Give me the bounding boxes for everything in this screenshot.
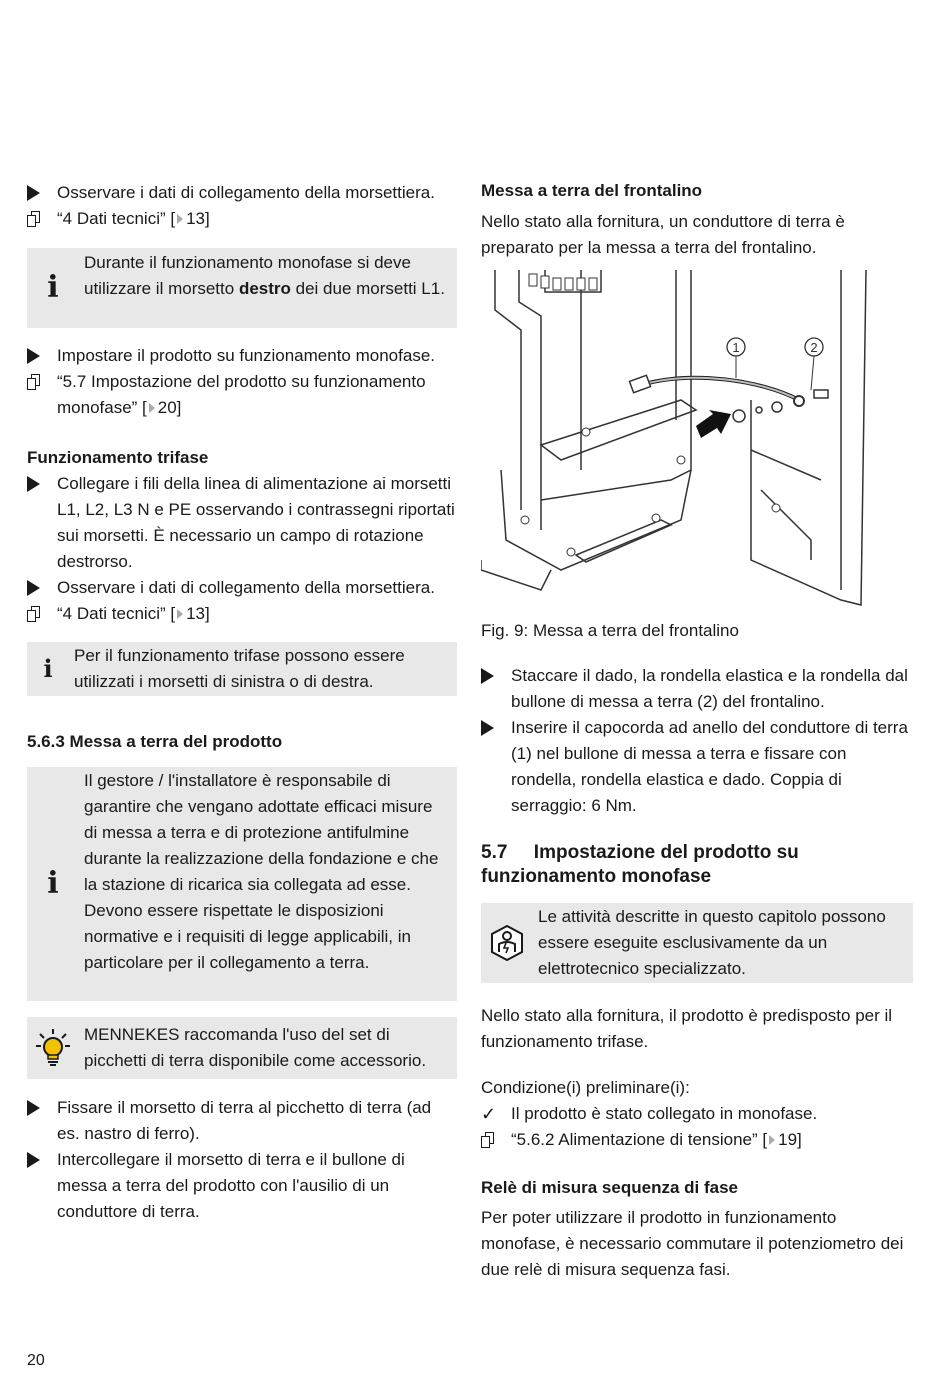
step-text: Impostare il prodotto su funzionamento monofase. [57,346,435,365]
info-icon: i [47,270,59,305]
info-icon: i [43,654,53,683]
section-heading-grounding: 5.6.3 Messa a terra del prodotto [27,732,283,751]
note-text: Durante il funzionamento monofase si deve utilizzare il morsetto destro dei due morsetti L1. [84,253,445,298]
reference-icon [27,206,51,232]
step-text: Fissare il morsetto di terra al picchetto di terra (ad es. nastro di ferro). [57,1098,432,1143]
intro-text-2: Nello stato alla fornitura, il prodotto è predisposto per il funzionamento trifase. [481,1006,893,1051]
grounding-illustration [481,270,881,615]
step-check-terminal-data [27,180,457,206]
tip-box [27,1017,457,1079]
reference-icon [27,601,51,627]
arrow-icon [696,410,731,438]
cross-reference-link[interactable]: “5.6.2 Alimentazione di tensione” [ 19] [511,1130,802,1149]
reference-icon [481,1127,505,1153]
reference-icon [27,369,51,395]
warning-box-electrician [481,903,913,983]
tip-text: MENNEKES raccomanda l'uso del set di picchetti di terra disponibile come accessorio. [84,1025,427,1070]
step-text: Osservare i dati di collegamento della morsettiera. [57,183,435,202]
step-set-single-phase [27,343,457,369]
step-text: Intercollegare il morsetto di terra e il bullone di messa a terra del prodotto con l'ausilio di un conduttore di terra. [57,1150,405,1221]
step-insert-ring-terminal [481,715,913,819]
page-pointer-icon [177,609,183,619]
triangle-bullet-icon [27,1147,51,1173]
right-column [481,178,913,261]
info-note-single-phase [27,248,457,328]
prerequisite-item [481,1101,913,1127]
step-text: Inserire il capocorda ad anello del conduttore di terra (1) nel bullone di messa a terra e fissare con rondella, rondella elastica e dado. Coppia di serraggio: 6 Nm. [511,718,908,815]
prerequisite-label: Condizione(i) preliminare(i): [481,1078,690,1097]
cross-reference[interactable] [27,601,457,627]
step-check-terminal-data [27,575,457,601]
cross-reference[interactable] [27,206,457,232]
checkmark-icon: ✓ [481,1104,497,1124]
cross-reference-link[interactable]: “4 Dati tecnici” [ 13] [57,209,210,228]
note-text: Il gestore / l'installatore è responsabile di garantire che vengano adottate efficaci misure di messa a terra e di protezione antifulmine durante la realizzazione della fondazione e che la stazione di ricarica sia collegata ad esse. Devono essere rispettate le disposizioni normative e i requisiti di legge applicabili, in particolare per il collegamento a terra. [84,771,439,972]
page-pointer-icon [769,1135,775,1145]
right-column-lower [481,618,913,1283]
step-text: Osservare i dati di collegamento della morsettiera. [57,578,435,597]
electrician-icon [481,903,533,983]
intro-text: Nello stato alla fornitura, un conduttore di terra è preparato per la messa a terra del frontalino. [481,212,845,257]
left-column [27,180,457,1225]
section-heading-single-phase: 5.7 Impostazione del prodotto su funzionamento monofase [481,842,805,887]
lightbulb-icon [27,1017,79,1079]
callout-2: 2 [810,340,818,355]
prerequisite-text: Il prodotto è stato collegato in monofase. [511,1104,818,1123]
step-connect-wires [27,471,457,575]
triangle-bullet-icon [27,1095,51,1121]
page-number: 20 [27,1352,45,1369]
step-text: Collegare i fili della linea di alimentazione ai morsetti L1, L2, L3 N e PE osservando i contrassegni riportati sui morsetti. È necessario un campo di rotazione destrorso. [57,474,455,571]
step-text: Staccare il dado, la rondella elastica e la rondella dal bullone di messa a terra (2) del frontalino. [511,666,908,711]
callout-1: 1 [732,340,740,355]
subheading-three-phase: Funzionamento trifase [27,448,209,467]
warning-text: Le attività descritte in questo capitolo possono essere eseguite esclusivamente da un elettrotecnico specializzato. [538,907,886,978]
figure-caption: Fig. 9: Messa a terra del frontalino [481,621,739,640]
cross-reference-link[interactable]: “5.7 Impostazione del prodotto su funzionamento monofase” [ 20] [57,372,426,417]
triangle-bullet-icon [481,715,505,741]
page-pointer-icon [149,403,155,413]
info-note-three-phase [27,642,457,696]
page-pointer-icon [177,214,183,224]
info-icon: i [47,866,59,901]
step-interconnect [27,1147,457,1225]
cross-reference[interactable] [481,1127,913,1153]
cross-reference-link[interactable]: “4 Dati tecnici” [ 13] [57,604,210,623]
cross-reference[interactable] [27,369,457,421]
triangle-bullet-icon [27,471,51,497]
step-fix-ground-clamp [27,1095,457,1147]
step-remove-nut [481,663,913,715]
subheading-phase-relay: Relè di misura sequenza di fase [481,1178,738,1197]
subheading-front-panel-grounding: Messa a terra del frontalino [481,181,703,200]
info-note-responsibility [27,767,457,1001]
note-text: Per il funzionamento trifase possono essere utilizzati i morsetti di sinistra o di destra. [74,646,405,691]
triangle-bullet-icon [481,663,505,689]
triangle-bullet-icon [27,575,51,601]
triangle-bullet-icon [27,180,51,206]
triangle-bullet-icon [27,343,51,369]
figure-front-panel-grounding [481,270,881,615]
relay-text: Per poter utilizzare il prodotto in funzionamento monofase, è necessario commutare il potenziometro dei due relè di misura sequenza fasi. [481,1208,904,1279]
